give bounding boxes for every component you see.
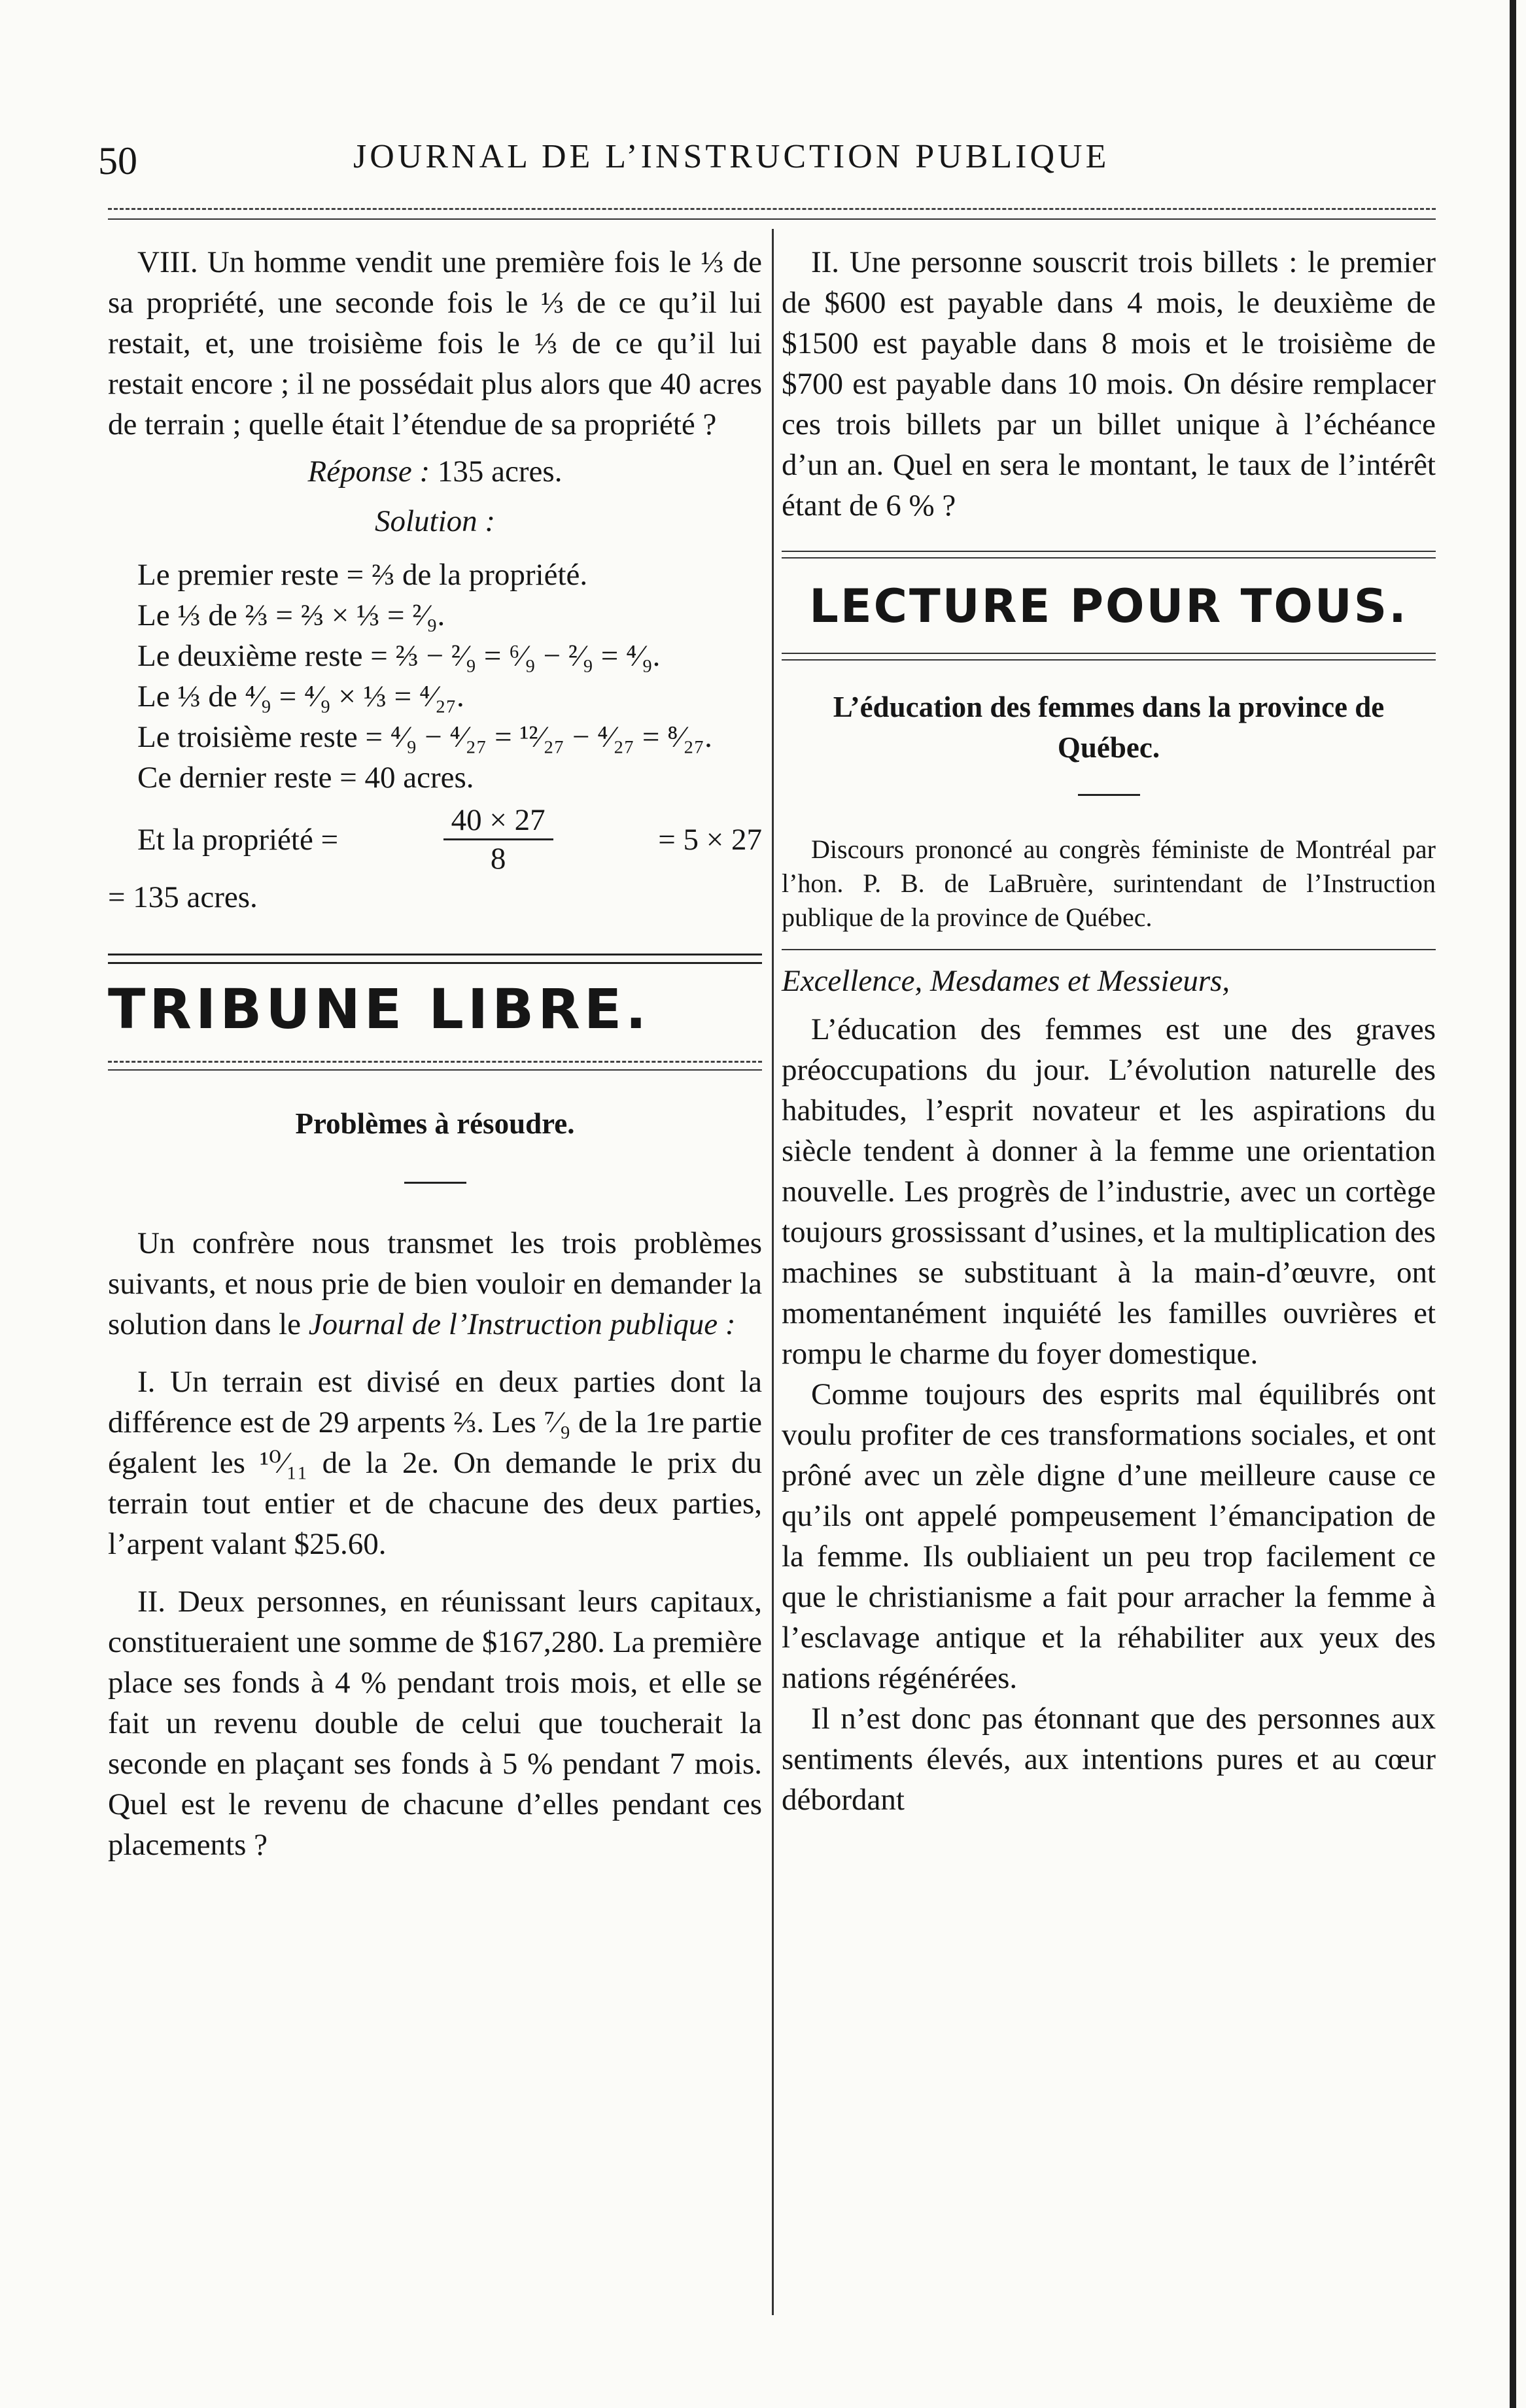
article-paragraph: Il n’est donc pas étonnant que des personnes aux sentiments élevés, aux intentions pures et au cœur débordant — [782, 1702, 1436, 1817]
answer-line — [108, 451, 762, 492]
calc-line: Le troisième reste = ⁴⁄₉ − ⁴⁄₂₇ = ¹²⁄₂₇ − ⁴⁄₂₇ = ⁸⁄₂₇. — [137, 720, 712, 754]
problem-ii-left: II. Deux personnes, en réunissant leurs capitaux, constitueraient une somme de $167,280. La première place ses fonds à 4 % pendant trois mois, et elle se fait un revenu double de celui que toucherait la seconde en plaçant ses fonds à 5 % pendant 7 mois. Quel est le revenu de chacune d’elles pendant ces placements ? — [108, 1585, 762, 1862]
header-rule-bottom — [108, 218, 1436, 220]
page-number: 50 — [98, 139, 137, 182]
column-divider — [772, 229, 774, 2315]
article-note: Discours prononcé au congrès féministe de Montréal par l’hon. P. B. de LaBruère, surintendant de l’Instruction publique de la province de Québec. — [782, 834, 1436, 932]
section-rule-bottom — [782, 653, 1436, 654]
page-edge — [1510, 0, 1516, 2408]
short-separator — [404, 1182, 466, 1184]
intro-journal-name: Journal de l’Instruction publique : — [308, 1307, 736, 1341]
problem-ii-right: II. Une personne souscrit trois billets : le premier de $600 est payable dans 4 mois, le deuxième de $1500 est payable dans 8 mois et le troisième de $700 est payable dans 10 mois. On désire remplacer ces trois billets par un billet unique à l’échéance d’un an. Quel en sera le montant, le taux de l’intérêt étant de 6 % ? — [782, 245, 1436, 523]
article-paragraph: Comme toujours des esprits mal équilibrés ont voulu profiter de ces transformations sociales, et ont prôné avec un zèle digne d’une meilleure cause ce qu’ils ont appelé pompeusement l’émancipation de la femme. Ils oubliaient un peu trop facilement ce que le christianisme a fait pour arracher la femme à l’esclavage antique et la réhabiliter aux yeux des nations régénérées. — [782, 1377, 1436, 1695]
salutation: Excellence, Mesdames et Messieurs, — [782, 964, 1230, 998]
solution-steps — [108, 555, 762, 798]
final-result: = 135 acres. — [108, 880, 258, 914]
subsection-title: Problèmes à résoudre. — [295, 1107, 575, 1140]
calc-line: Le ⅓ de ⅔ = ⅔ × ⅓ = ²⁄₉. — [137, 598, 445, 632]
article-title: L’éducation des femmes dans la province de Québec. — [833, 691, 1385, 764]
problem-viii: VIII. Un homme vendit une première fois le ⅓ de sa propriété, une seconde fois le ⅓ de ce qu’il lui restait, et, une troisième fois le ⅓ de ce qu’il lui restait encore ; il ne possédait plus alors que 40 acres de terrain ; quelle était l’étendue de sa propriété ? — [108, 245, 762, 441]
running-title: JOURNAL DE L’INSTRUCTION PUBLIQUE — [353, 138, 1110, 175]
section-rule-bottom-2 — [108, 1069, 762, 1071]
calc-line: Le ⅓ de ⁴⁄₉ = ⁴⁄₉ × ⅓ = ⁴⁄₂₇. — [137, 679, 464, 714]
answer-label: Réponse : — [307, 455, 430, 489]
problem-i: I. Un terrain est divisé en deux parties dont la différence est de 29 arpents ⅔. Les ⁷⁄₉ de la 1re partie égalent les ¹⁰⁄₁₁ de la 2e. On demande le prix du terrain tout entier et de chacune des deux parties, l’arpent valant $25.60. — [108, 1365, 762, 1561]
section-rule-top-2 — [108, 962, 762, 964]
calc-line: Le premier reste = ⅔ de la propriété. — [137, 558, 588, 592]
section-title-lecture: LECTURE POUR TOUS. — [809, 579, 1408, 633]
fraction-numerator: 40 × 27 — [443, 802, 553, 840]
calc-line: Le deuxième reste = ⅔ − ²⁄₉ = ⁶⁄₉ − ²⁄₉ = ⁴⁄₉. — [137, 639, 661, 673]
intro-text: Un confrère nous transmet les trois problèmes suivants, et nous prie de bien vouloir en demander la solution dans le — [108, 1226, 762, 1341]
article-paragraph: L’éducation des femmes est une des graves préoccupations du jour. L’évolution naturelle des habitudes, l’esprit novateur et les aspirations du siècle tendent à donner à la femme une orientation nouvelle. Les progrès de l’industrie, avec un cortège toujours grossissant d’usines, et la multiplication des machines se substituant à la main-d’œuvre, ont momentanément inquiété les familles ouvrières et rompu le charme du foyer domestique. — [782, 1012, 1436, 1371]
section-title-tribune: TRIBUNE LIBRE. — [108, 977, 651, 1041]
section-rule-top — [782, 551, 1436, 552]
header-rule-top — [108, 208, 1436, 210]
solution-label: Solution : — [374, 504, 496, 538]
fraction-denominator: 8 — [490, 842, 506, 876]
section-rule-top — [108, 954, 762, 955]
note-rule — [782, 949, 1436, 950]
answer-value: 135 acres. — [437, 455, 563, 489]
final-equation — [108, 802, 762, 877]
final-lead: Et la propriété = — [137, 822, 339, 857]
right-column — [782, 242, 1436, 2302]
intro-paragraph — [108, 1223, 762, 1345]
short-separator — [1078, 794, 1140, 796]
section-rule-bottom — [108, 1061, 762, 1063]
left-column — [108, 242, 762, 2302]
section-rule-bottom-2 — [782, 659, 1436, 661]
final-fraction — [443, 802, 553, 877]
final-tail: = 5 × 27 — [658, 822, 762, 857]
section-rule-top-2 — [782, 557, 1436, 559]
calc-line: Ce dernier reste = 40 acres. — [137, 761, 474, 795]
